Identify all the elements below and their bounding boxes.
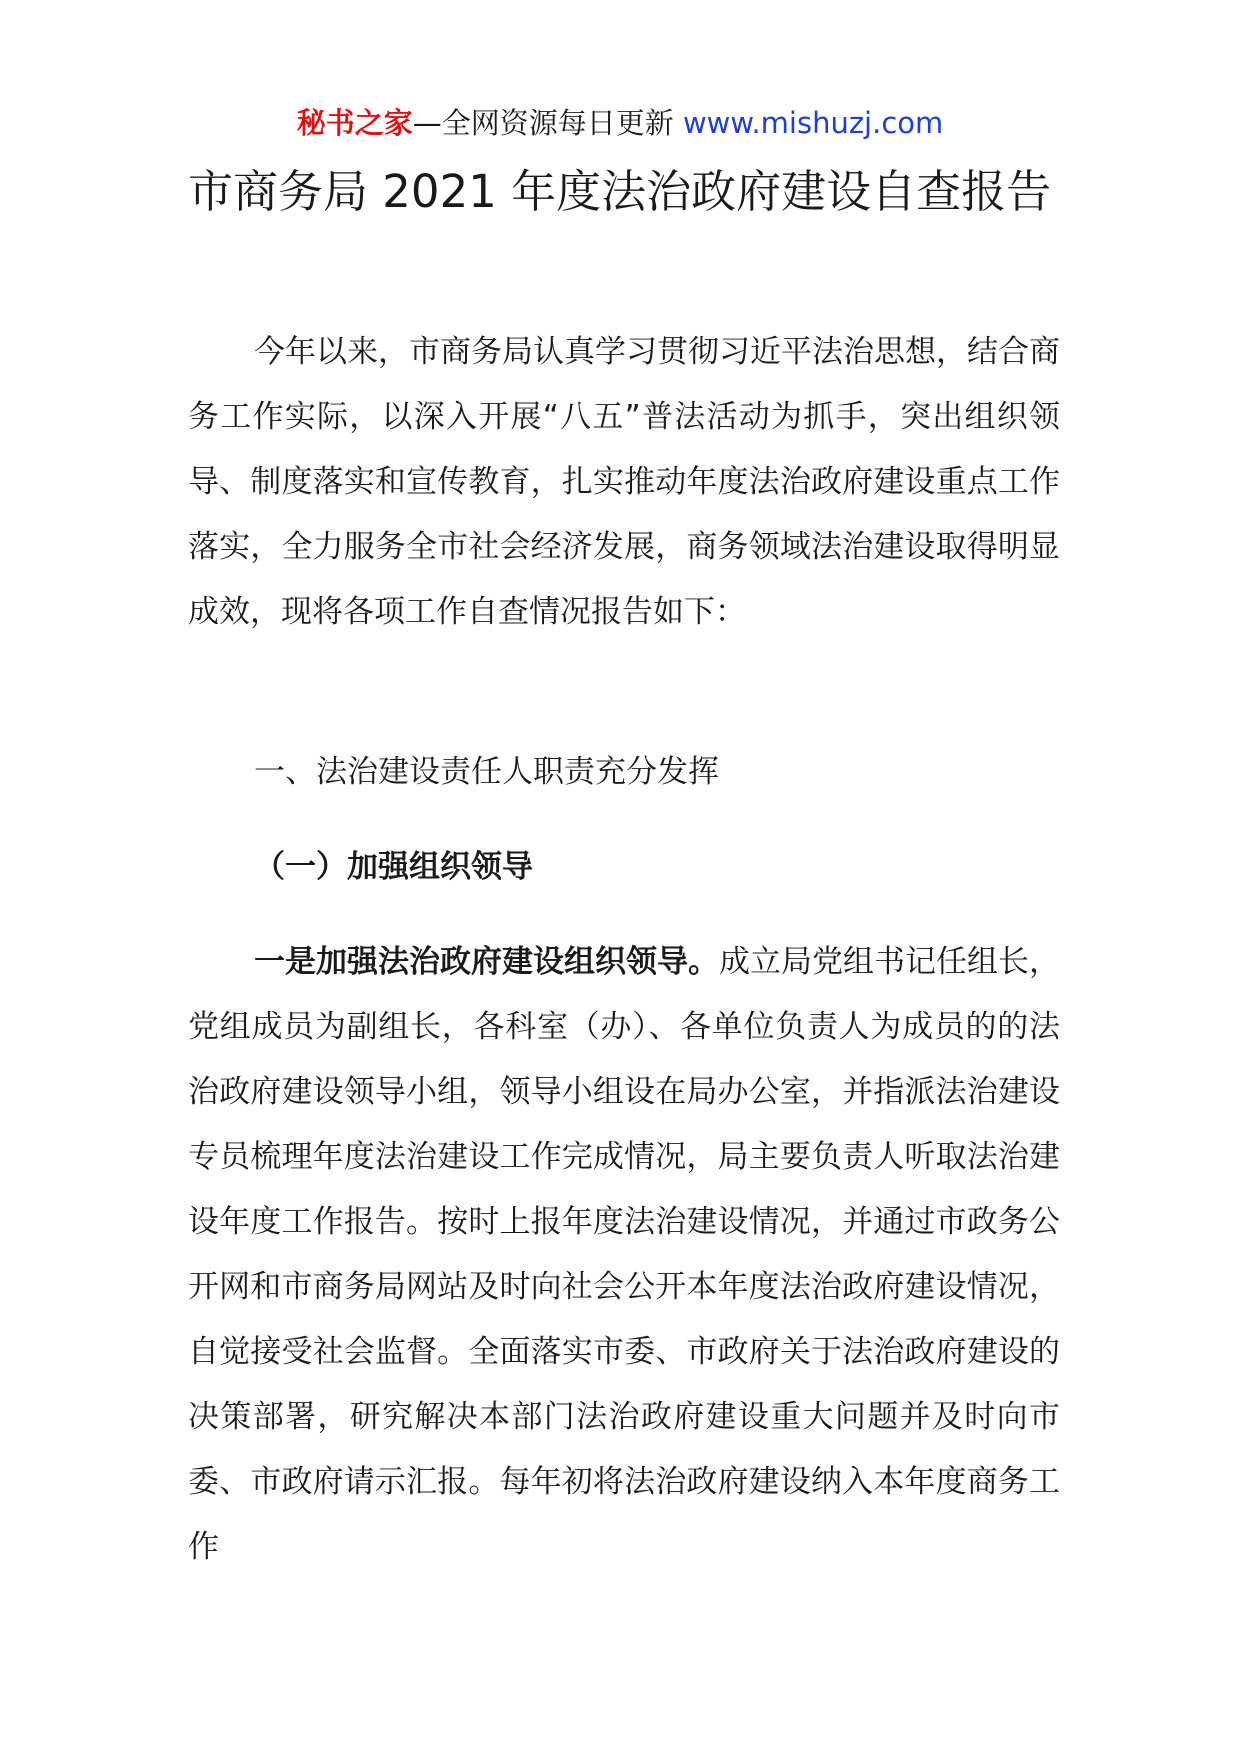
subsection-heading: （一）加强组织领导 bbox=[254, 849, 533, 885]
site-url-link[interactable]: www.mishuzj.com bbox=[682, 106, 944, 140]
body-paragraph bbox=[188, 930, 1060, 1580]
document-title: 市商务局 2021 年度法治政府建设自查报告 bbox=[188, 165, 1052, 218]
paragraph-lead: 一是加强法治政府建设组织领导。 bbox=[254, 944, 719, 980]
section-heading: 一、法治建设责任人职责充分发挥 bbox=[254, 754, 719, 790]
site-header bbox=[0, 103, 1240, 143]
paragraph-body: 成立局党组书记任组长，党组成员为副组长，各科室（办）、各单位负责人为成员的的法治政府建设领导小组，领导小组设在局办公室，并指派法治建设专员梳理年度法治建设工作完成情况，局主要负责人听取法治建设年度工作报告。按时上报年度法治建设情况，并通过市政务公开网和市商务局网站及时向社会公开本年度法治政府建设情况，自觉接受社会监督。全面落实市委、市政府关于法治政府建设的决策部署，研究解决本部门法治政府建设重大问题并及时向市委、市政府请示汇报。每年初将法治政府建设纳入本年度商务工作 bbox=[188, 944, 1060, 1565]
intro-paragraph: 今年以来，市商务局认真学习贯彻习近平法治思想，结合商务工作实际，以深入开展“八五”普法活动为抓手，突出组织领导、制度落实和宣传教育，扎实推动年度法治政府建设重点工作落实，全力服务全市社会经济发展，商务领域法治建设取得明显成效，现将各项工作自查情况报告如下： bbox=[188, 334, 1060, 630]
site-brand: 秘书之家 bbox=[296, 106, 413, 140]
site-tagline: —全网资源每日更新 bbox=[412, 106, 674, 140]
